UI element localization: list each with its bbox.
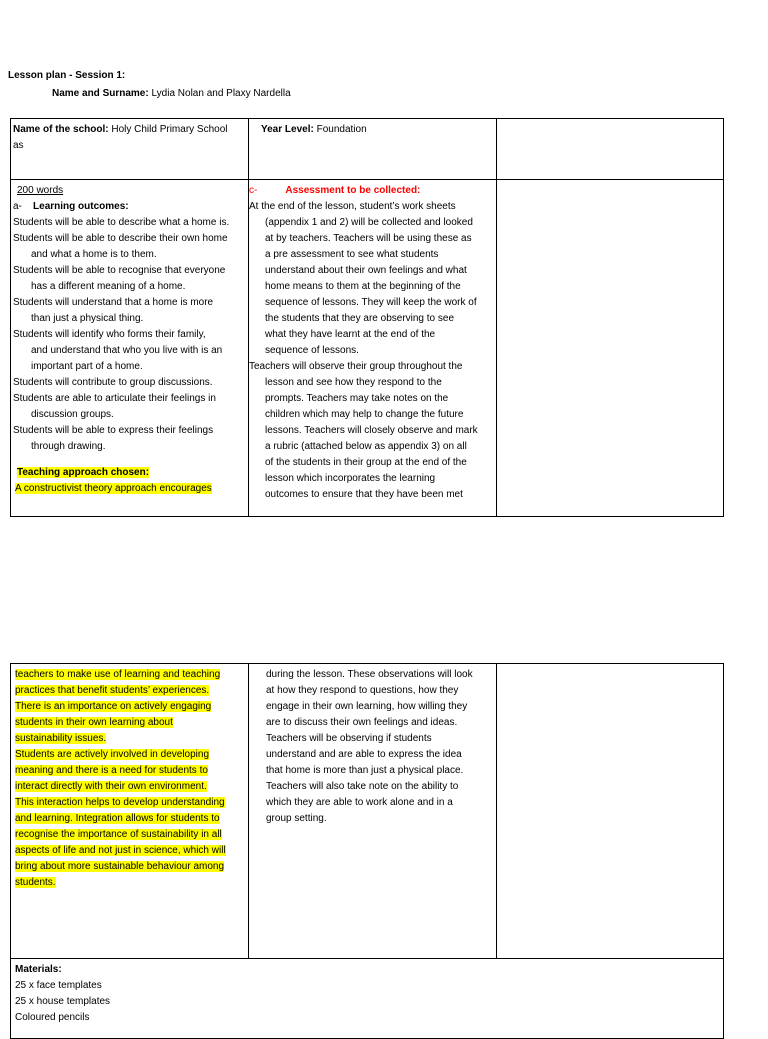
assessment-line: Teachers will also take note on the ability to bbox=[266, 781, 459, 792]
assessment-line: sequence of lessons. They will keep the work of bbox=[265, 297, 477, 308]
assessment-line: understand and are able to express the idea bbox=[266, 749, 462, 760]
learning-outcomes-list bbox=[13, 215, 246, 455]
outcomes-prefix: a- bbox=[13, 201, 22, 212]
assessment-prefix: c- bbox=[249, 185, 258, 196]
teaching-approach-line: Students are actively involved in developing bbox=[15, 749, 210, 760]
learning-outcome-line: through drawing. bbox=[31, 441, 106, 452]
assessment-list bbox=[249, 199, 494, 503]
assessment-line: home means to them at the beginning of the bbox=[265, 281, 461, 292]
assessment-line: children which may help to change the future bbox=[265, 409, 464, 420]
teaching-approach-line: There is an importance on actively engaging bbox=[15, 701, 212, 712]
teaching-approach-line: bring about more sustainable behaviour among bbox=[15, 861, 225, 872]
empty-cell bbox=[497, 180, 724, 517]
learning-outcome-line: Students will identify who forms their family, bbox=[13, 329, 206, 340]
assessment-line: engage in their own learning, how willing they bbox=[266, 701, 468, 712]
name-value: Lydia Nolan and Plaxy Nardella bbox=[151, 88, 291, 99]
year-level-cell bbox=[249, 119, 497, 180]
assessment-line: a pre assessment to see what students bbox=[265, 249, 439, 260]
learning-outcome-line: Students are able to articulate their feelings in bbox=[13, 393, 216, 404]
learning-outcome-line: Students will be able to describe what a home is. bbox=[13, 217, 230, 228]
assessment-cont-cell bbox=[249, 664, 497, 959]
assessment-cell bbox=[249, 180, 497, 517]
assessment-line: At the end of the lesson, student’s work sheets bbox=[249, 201, 456, 212]
teaching-approach-heading: Teaching approach chosen: bbox=[17, 467, 150, 478]
teaching-approach-line: meaning and there is a need for students to bbox=[15, 765, 208, 776]
assessment-line: the students that they are observing to see bbox=[265, 313, 455, 324]
assessment-line: lesson and see how they respond to the bbox=[265, 377, 442, 388]
empty-header-cell bbox=[497, 119, 724, 180]
school-label: Name of the school: bbox=[13, 124, 109, 135]
assessment-line: group setting. bbox=[266, 813, 327, 824]
learning-outcome-line: Students will be able to describe their own home bbox=[13, 233, 228, 244]
learning-outcome-line: Students will be able to recognise that everyone bbox=[13, 265, 226, 276]
school-value: Holy Child Primary School bbox=[111, 124, 228, 135]
learning-outcome-line: than just a physical thing. bbox=[31, 313, 144, 324]
assessment-line: (appendix 1 and 2) will be collected and looked bbox=[265, 217, 473, 228]
teaching-approach-line: This interaction helps to develop understanding bbox=[15, 797, 225, 808]
teaching-approach-line: practices that benefit students’ experiences. bbox=[15, 685, 210, 696]
teaching-approach-line: students in their own learning about bbox=[15, 717, 173, 728]
teaching-approach-line: students. bbox=[15, 877, 56, 888]
materials-heading: Materials: bbox=[15, 964, 62, 975]
teaching-approach-cont-cell bbox=[11, 664, 249, 959]
assessment-line: that home is more than just a physical place. bbox=[266, 765, 464, 776]
learning-outcome-line: Students will be able to express their feelings bbox=[13, 425, 214, 436]
assessment-line: outcomes to ensure that they have been met bbox=[265, 489, 463, 500]
materials-cell bbox=[11, 959, 724, 1039]
assessment-line: which they are able to work alone and in a bbox=[266, 797, 453, 808]
assessment-line: Teachers will be observing if students bbox=[266, 733, 432, 744]
assessment-cont-list bbox=[266, 667, 494, 827]
name-label: Name and Surname: bbox=[52, 88, 149, 99]
assessment-line: understand about their own feelings and what bbox=[265, 265, 467, 276]
teaching-approach-line: aspects of life and not just in science, which will bbox=[15, 845, 226, 856]
teaching-approach-line: interact directly with their own environment. bbox=[15, 781, 207, 792]
material-item: 25 x house templates bbox=[15, 996, 111, 1007]
lesson-table-bottom bbox=[10, 663, 724, 1039]
learning-outcome-line: has a different meaning of a home. bbox=[31, 281, 186, 292]
assessment-line: lessons. Teachers will closely observe and mark bbox=[265, 425, 478, 436]
learning-outcome-line: Students will contribute to group discussions. bbox=[13, 377, 213, 388]
learning-outcomes-cell bbox=[11, 180, 249, 517]
assessment-line: at how they respond to questions, how they bbox=[266, 685, 459, 696]
assessment-line: at by teachers. Teachers will be using these as bbox=[265, 233, 472, 244]
assessment-line: during the lesson. These observations will look bbox=[266, 669, 473, 680]
teaching-approach-line: sustainability issues. bbox=[15, 733, 107, 744]
assessment-line: lesson which incorporates the learning bbox=[265, 473, 436, 484]
teaching-approach-line: and learning. Integration allows for students to bbox=[15, 813, 220, 824]
assessment-line: of the students in their group at the end of the bbox=[265, 457, 467, 468]
materials-list bbox=[15, 978, 721, 1026]
teaching-approach-list bbox=[15, 667, 246, 891]
lesson-table-top bbox=[10, 118, 724, 517]
assessment-heading: Assessment to be collected: bbox=[285, 185, 421, 196]
learning-outcome-line: Students will understand that a home is more bbox=[13, 297, 214, 308]
empty-cell-2 bbox=[497, 664, 724, 959]
learning-outcome-line: and understand that who you live with is an bbox=[31, 345, 223, 356]
learning-outcomes-heading: Learning outcomes: bbox=[33, 201, 129, 212]
teaching-approach-text: A constructivist theory approach encourages bbox=[15, 483, 212, 494]
learning-outcome-line: and what a home is to them. bbox=[31, 249, 157, 260]
school-cell bbox=[11, 119, 249, 180]
word-count: 200 words bbox=[17, 185, 64, 196]
school-cont: as bbox=[13, 140, 24, 151]
assessment-line: a rubric (attached below as appendix 3) on all bbox=[265, 441, 467, 452]
year-label: Year Level: bbox=[261, 124, 314, 135]
material-item: Coloured pencils bbox=[15, 1012, 90, 1023]
assessment-line: what they have learnt at the end of the bbox=[265, 329, 436, 340]
learning-outcome-line: important part of a home. bbox=[31, 361, 143, 372]
assessment-line: Teachers will observe their group throughout the bbox=[249, 361, 463, 372]
assessment-line: sequence of lessons. bbox=[265, 345, 359, 356]
material-item: 25 x face templates bbox=[15, 980, 102, 991]
teaching-approach-line: recognise the importance of sustainability in all bbox=[15, 829, 222, 840]
assessment-line: are to discuss their own feelings and ideas. bbox=[266, 717, 458, 728]
assessment-line: prompts. Teachers may take notes on the bbox=[265, 393, 449, 404]
name-and-surname-line bbox=[52, 88, 291, 99]
teaching-approach-line: teachers to make use of learning and teaching bbox=[15, 669, 221, 680]
year-value: Foundation bbox=[316, 124, 367, 135]
learning-outcome-line: discussion groups. bbox=[31, 409, 114, 420]
lesson-plan-title: Lesson plan - Session 1: bbox=[8, 70, 126, 81]
